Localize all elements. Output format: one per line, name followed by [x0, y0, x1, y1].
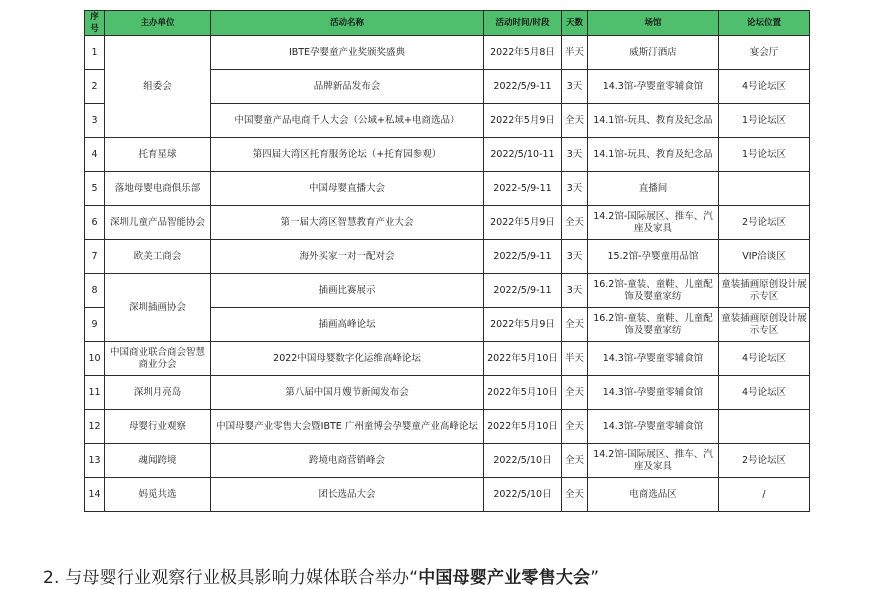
cell-event: 第八届中国月嫂节新闻发布会 [211, 376, 484, 410]
cell-venue: 15.2馆-孕婴童用品馆 [588, 240, 719, 274]
cell-location: 4号论坛区 [719, 342, 810, 376]
caption-prefix: 2. 与母婴行业观察行业极具影响力媒体联合举办“ [43, 568, 419, 588]
cell-date: 2022/5/10日 [484, 444, 562, 478]
cell-venue: 14.1馆-玩具、教育及纪念品 [588, 138, 719, 172]
table-row [85, 138, 810, 172]
cell-venue: 电商选品区 [588, 478, 719, 512]
cell-no: 5 [85, 172, 105, 206]
cell-venue: 14.3馆-孕婴童零辅食馆 [588, 376, 719, 410]
table-row [85, 342, 810, 376]
cell-location: 宴会厅 [719, 36, 810, 70]
cell-date: 2022年5月9日 [484, 206, 562, 240]
top-margin [0, 0, 871, 10]
table-row [85, 274, 810, 308]
cell-date: 2022年5月10日 [484, 376, 562, 410]
cell-host: 妈觅共选 [105, 478, 211, 512]
cell-venue: 14.3馆-孕婴童零辅食馆 [588, 70, 719, 104]
cell-host: 深圳插画协会 [105, 274, 211, 342]
header-event: 活动名称 [211, 11, 484, 36]
header-host: 主办单位 [105, 11, 211, 36]
cell-event: 跨境电商营销峰会 [211, 444, 484, 478]
cell-location: VIP洽谈区 [719, 240, 810, 274]
cell-host: 深圳儿童产品智能协会 [105, 206, 211, 240]
cell-location: 2号论坛区 [719, 206, 810, 240]
header-days: 天数 [562, 11, 588, 36]
caption-highlight: 中国母婴产业零售大会 [418, 568, 591, 588]
cell-event: IBTE孕婴童产业奖颁奖盛典 [211, 36, 484, 70]
cell-no: 7 [85, 240, 105, 274]
header-date: 活动时间/时段 [484, 11, 562, 36]
cell-days: 全天 [562, 206, 588, 240]
cell-no: 4 [85, 138, 105, 172]
cell-location [719, 172, 810, 206]
cell-days: 半天 [562, 342, 588, 376]
cell-host: 魂闻跨境 [105, 444, 211, 478]
section-caption [43, 563, 599, 588]
cell-no: 10 [85, 342, 105, 376]
cell-host: 深圳月亮岛 [105, 376, 211, 410]
cell-date: 2022-5/9-11 [484, 172, 562, 206]
table-row [85, 36, 810, 70]
cell-event: 团长选品大会 [211, 478, 484, 512]
cell-date: 2022/5/10日 [484, 478, 562, 512]
cell-event: 插画高峰论坛 [211, 308, 484, 342]
cell-location [719, 410, 810, 444]
table-header-row [85, 11, 810, 36]
cell-location: 1号论坛区 [719, 138, 810, 172]
cell-event: 海外买家一对一配对会 [211, 240, 484, 274]
cell-no: 9 [85, 308, 105, 342]
cell-days: 半天 [562, 36, 588, 70]
cell-venue: 14.3馆-孕婴童零辅食馆 [588, 342, 719, 376]
table-row [85, 410, 810, 444]
cell-date: 2022年5月10日 [484, 410, 562, 444]
cell-no: 6 [85, 206, 105, 240]
cell-days: 全天 [562, 444, 588, 478]
cell-no: 3 [85, 104, 105, 138]
table-row [85, 376, 810, 410]
cell-date: 2022年5月9日 [484, 104, 562, 138]
cell-venue: 16.2馆-童装、童鞋、儿童配饰及婴童家纺 [588, 308, 719, 342]
cell-days: 3天 [562, 70, 588, 104]
cell-venue: 威斯汀酒店 [588, 36, 719, 70]
cell-location: 童装插画原创设计展示专区 [719, 308, 810, 342]
cell-date: 2022/5/10-11 [484, 138, 562, 172]
cell-date: 2022年5月10日 [484, 342, 562, 376]
header-no: 序号 [85, 11, 105, 36]
cell-host: 托育星球 [105, 138, 211, 172]
cell-no: 13 [85, 444, 105, 478]
cell-event: 中国婴童产品电商千人大会（公域+私域+电商选品） [211, 104, 484, 138]
cell-location: / [719, 478, 810, 512]
cell-venue: 14.2馆-国际展区、推车、汽座及家具 [588, 444, 719, 478]
cell-no: 2 [85, 70, 105, 104]
cell-no: 12 [85, 410, 105, 444]
cell-location: 童装插画原创设计展示专区 [719, 274, 810, 308]
cell-date: 2022年5月8日 [484, 36, 562, 70]
cell-event: 2022中国母婴数字化运维高峰论坛 [211, 342, 484, 376]
header-venue: 场馆 [588, 11, 719, 36]
cell-event: 中国母婴直播大会 [211, 172, 484, 206]
cell-host: 欧美工商会 [105, 240, 211, 274]
cell-venue: 16.2馆-童装、童鞋、儿童配饰及婴童家纺 [588, 274, 719, 308]
header-location: 论坛位置 [719, 11, 810, 36]
cell-event: 中国母婴产业零售大会暨IBTE 广州童博会孕婴童产业高峰论坛 [211, 410, 484, 444]
table-row [85, 478, 810, 512]
table-row [85, 240, 810, 274]
table-row [85, 206, 810, 240]
cell-host: 组委会 [105, 36, 211, 138]
cell-days: 全天 [562, 478, 588, 512]
cell-days: 3天 [562, 240, 588, 274]
cell-days: 3天 [562, 274, 588, 308]
caption-suffix: ” [590, 568, 600, 588]
cell-date: 2022/5/9-11 [484, 274, 562, 308]
cell-no: 1 [85, 36, 105, 70]
cell-days: 全天 [562, 308, 588, 342]
cell-venue: 14.3馆-孕婴童零辅食馆 [588, 410, 719, 444]
cell-no: 14 [85, 478, 105, 512]
cell-event: 品牌新品发布会 [211, 70, 484, 104]
cell-location: 2号论坛区 [719, 444, 810, 478]
cell-no: 8 [85, 274, 105, 308]
cell-days: 3天 [562, 138, 588, 172]
cell-venue: 直播间 [588, 172, 719, 206]
cell-event: 插画比赛展示 [211, 274, 484, 308]
table-row [85, 172, 810, 206]
cell-location: 1号论坛区 [719, 104, 810, 138]
cell-date: 2022/5/9-11 [484, 240, 562, 274]
cell-event: 第四届大湾区托育服务论坛（+托育园参观） [211, 138, 484, 172]
cell-host: 中国商业联合商会智慧商业分会 [105, 342, 211, 376]
table-row [85, 444, 810, 478]
cell-host: 母婴行业观察 [105, 410, 211, 444]
cell-days: 全天 [562, 376, 588, 410]
event-schedule-table [84, 10, 810, 512]
cell-venue: 14.1馆-玩具、教育及纪念品 [588, 104, 719, 138]
cell-host: 落地母婴电商俱乐部 [105, 172, 211, 206]
cell-location: 4号论坛区 [719, 70, 810, 104]
cell-date: 2022/5/9-11 [484, 70, 562, 104]
cell-date: 2022年5月9日 [484, 308, 562, 342]
cell-days: 全天 [562, 104, 588, 138]
cell-location: 4号论坛区 [719, 376, 810, 410]
cell-days: 3天 [562, 172, 588, 206]
cell-venue: 14.2馆-国际展区、推车、汽座及家具 [588, 206, 719, 240]
cell-event: 第一届大湾区智慧教育产业大会 [211, 206, 484, 240]
cell-days: 全天 [562, 410, 588, 444]
cell-no: 11 [85, 376, 105, 410]
